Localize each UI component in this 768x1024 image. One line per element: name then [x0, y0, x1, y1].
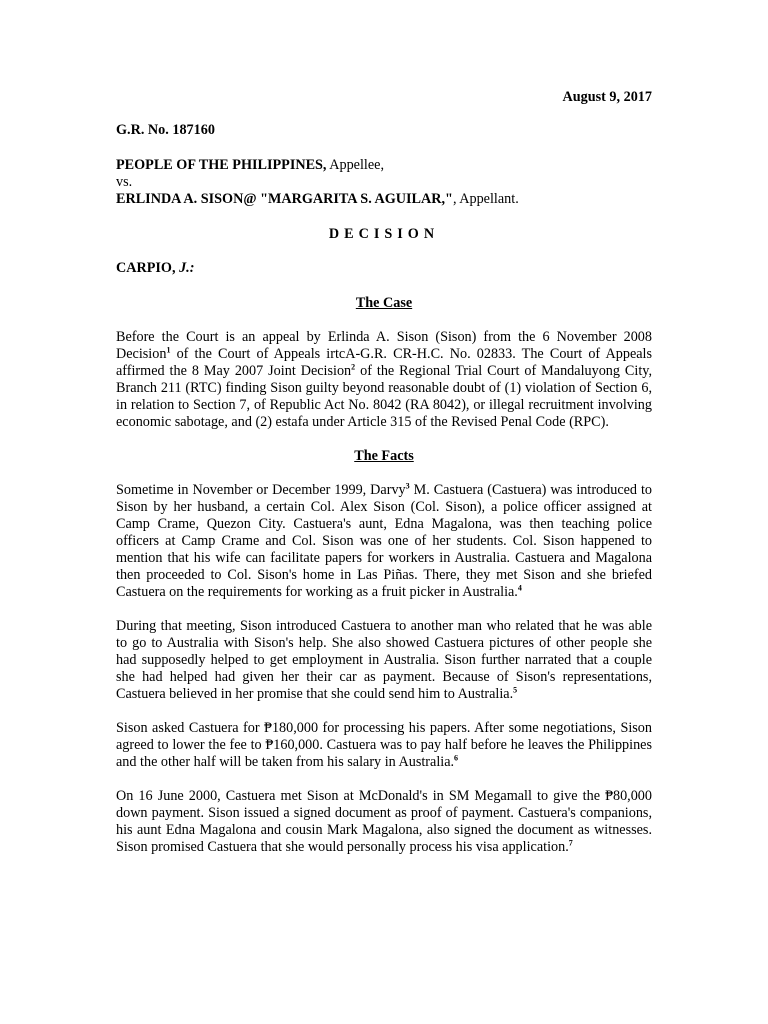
appellant-name: ERLINDA A. SISON@ "MARGARITA S. AGUILAR," — [116, 191, 453, 207]
ponente-name: CARPIO, — [116, 260, 180, 276]
paragraph-text: M. Castuera (Castuera) was introduced to Sison by her husband, a certain Col. Alex Sison (Col. Sison), a police officer assigned at Camp Crame, Quezon City. Castuera's aunt, Edna Magalona, was then teaching police officers at Camp Crame and Col. Sison was one of her students. Col. Sison happened to mention that his wife can facilitate papers for workers in Australia. Castuera and Magalona then proceeded to Col. Sison's home in Las Piñas. There, they met Sison and she briefed Castuera on the requirements for working as a fruit picker in Australia. — [116, 482, 652, 600]
document-body — [116, 122, 652, 873]
facts-paragraph-1 — [116, 482, 652, 601]
paragraph-text: During that meeting, Sison introduced Castuera to another man who related that he was able to go to Australia with Sison's help. She also showed Castuera pictures of other people she had supposedly helped to get employment in Australia. Sison further narrated that a couple she had helped had given her their car as payment. Because of Sison's representations, Castuera believed in her promise that she could send him to Australia. — [116, 618, 652, 702]
section-heading-case: The Case — [355, 295, 413, 311]
paragraph-text: Before the Court is an appeal by Erlinda A. Sison (Sison) from the 6 November 2008 Decision — [116, 329, 652, 362]
footnote-ref-3[interactable]: 3 — [405, 481, 410, 491]
footnote-ref-5[interactable]: 5 — [513, 685, 518, 695]
facts-paragraph-2 — [116, 618, 652, 703]
parties-block — [116, 157, 652, 208]
versus-line: vs. — [116, 174, 133, 190]
paragraph-text: of the Regional Trial Court of Mandaluyong City, Branch 211 (RTC) finding Sison guilty beyond reasonable doubt of (1) violation of Section 6, in relation to Section 7, of Republic Act No. 8042 (RA 8042), or illegal recruitment involving economic sabotage, and (2) estafa under Article 315 of the Revised Penal Code (RPC). — [116, 363, 652, 430]
facts-paragraph-3 — [116, 720, 652, 771]
appellant-role: , Appellant. — [452, 191, 519, 207]
appellee-line — [116, 157, 652, 174]
gr-number: G.R. No. 187160 — [116, 122, 215, 138]
paragraph-text: of the Court of Appeals irtcA-G.R. CR-H.C. No. 02833. The Court of Appeals affirmed the 8 May 2007 Joint Decision — [116, 346, 652, 379]
appellee-name: PEOPLE OF THE PHILIPPINES, — [116, 157, 327, 173]
ponente-title: J.: — [179, 260, 195, 276]
paragraph-text: On 16 June 2000, Castuera met Sison at McDonald's in SM Megamall to give the ₱80,000 down payment. Sison issued a signed document as proof of payment. Castuera's companions, his aunt Edna Magalona and cousin Mark Magalona, also signed the document as witnesses. Sison promised Castuera that she would personally process his visa application. — [116, 788, 652, 855]
footnote-ref-2[interactable]: 2 — [351, 362, 356, 372]
ponente — [116, 260, 652, 277]
decision-title: DECISION — [328, 226, 440, 242]
footnote-ref-6[interactable]: 6 — [454, 753, 459, 763]
footnote-ref-7[interactable]: 7 — [568, 838, 573, 848]
footnote-ref-1[interactable]: 1 — [166, 345, 171, 355]
paragraph-text: Sometime in November or December 1999, Darvy — [116, 482, 406, 498]
appellant-line — [116, 191, 652, 208]
footnote-ref-4[interactable]: 4 — [517, 583, 522, 593]
appellee-role: Appellee, — [326, 157, 385, 173]
paragraph-text: Sison asked Castuera for ₱180,000 for processing his papers. After some negotiations, Sison agreed to lower the fee to ₱160,000. Castuera was to pay half before he leaves the Philippines and the other half will be taken from his salary in Australia. — [116, 720, 652, 770]
decision-date: August 9, 2017 — [562, 89, 652, 105]
case-paragraph — [116, 329, 652, 431]
section-heading-facts: The Facts — [354, 448, 414, 464]
facts-paragraph-4 — [116, 788, 652, 856]
